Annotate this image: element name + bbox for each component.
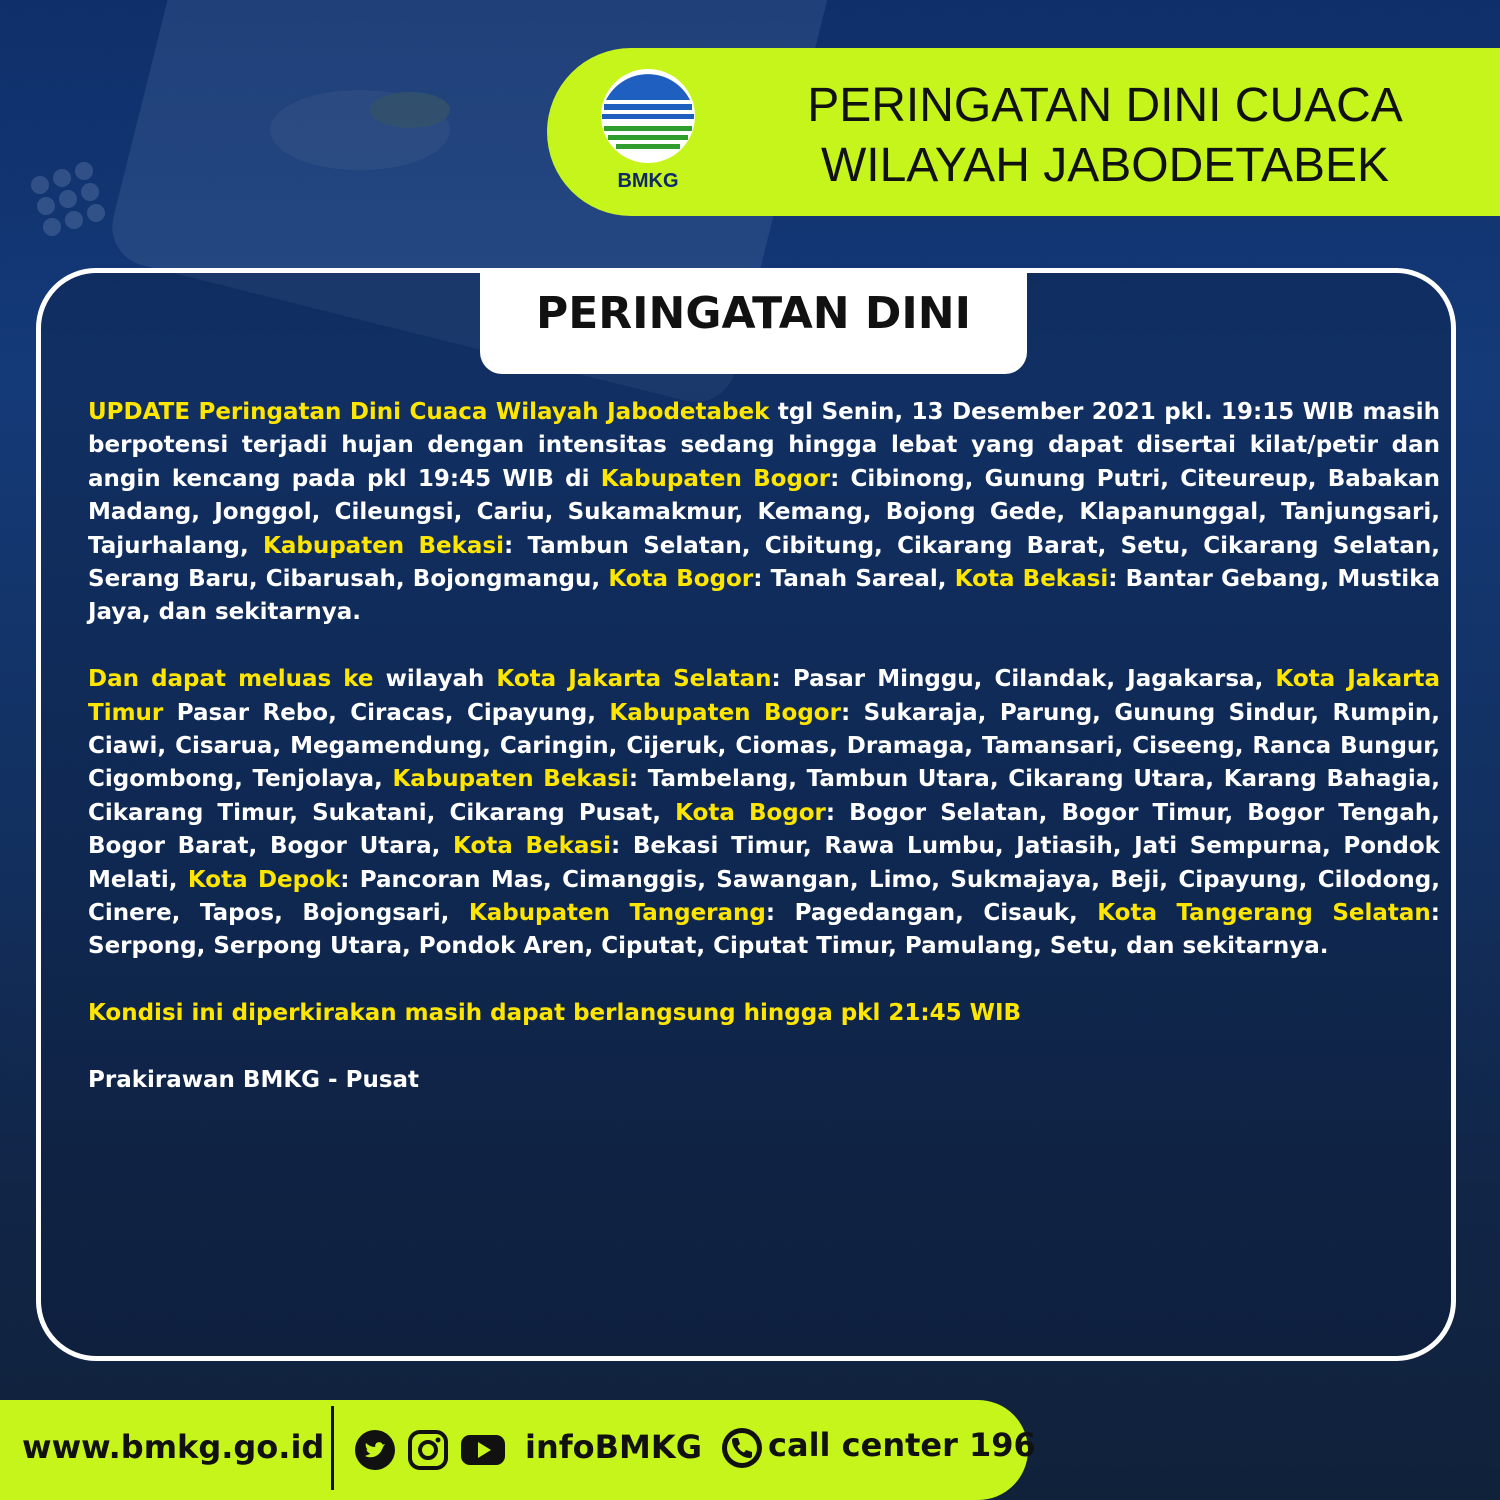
text-segment: tgl Senin, 13 Desember 2021 pkl. 19:15 WIB masih berpotensi terjadi hujan dengan intensitas sedang hingga lebat yang dapat disertai kilat/petir dan angin kencang pada pkl 19:45 WIB di bbox=[88, 399, 1440, 492]
title-line-2: WILAYAH JABODETABEK bbox=[820, 139, 1390, 192]
card-title: PERINGATAN DINI bbox=[535, 288, 971, 339]
social-handle[interactable]: infoBMKG bbox=[525, 1428, 702, 1466]
highlight-region: Kota Depok bbox=[187, 866, 341, 893]
text-segment: : Pancoran Mas, Cimanggis, Sawangan, Limo, Sukmajaya, Beji, Cipayung, Cilodong, Cinere, Tapos, Bojongsari, bbox=[88, 866, 1440, 927]
highlight-region: Kabupaten Bogor bbox=[609, 699, 841, 726]
highlight-region: Kota Bekasi bbox=[453, 833, 611, 860]
text-segment: Pasar Rebo, Ciracas, Cipayung, bbox=[163, 699, 610, 726]
highlight-region: Kota Jakarta Timur bbox=[88, 666, 1440, 726]
text-segment: : Bekasi Timur, Rawa Lumbu, Jatiasih, Jati Sempurna, Pondok Melati, bbox=[88, 833, 1440, 893]
highlight-region: Kabupaten Bogor bbox=[600, 465, 831, 492]
card-tab bbox=[480, 268, 1027, 374]
text-segment: : Cibinong, Gunung Putri, Citeureup, Babakan Madang, Jonggol, Cileungsi, Cariu, Sukamakmur, Kemang, Bojong Gede, Klapanunggal, Tanjungsari, Tajurhalang, bbox=[88, 465, 1440, 559]
text-segment: : Tambelang, Tambun Utara, Cikarang Utara, Karang Bahagia, Cikarang Timur, Sukatani, Cikarang Pusat, bbox=[88, 766, 1441, 826]
highlight-region: Kabupaten Tangerang bbox=[468, 900, 766, 927]
logo-text: BMKG bbox=[617, 170, 679, 192]
title-line-1: PERINGATAN DINI CUACA bbox=[807, 79, 1403, 132]
highlight-region: Kota Bogor bbox=[608, 566, 754, 593]
warning-content bbox=[88, 396, 1440, 1131]
text-segment: : Pasar Minggu, Cilandak, Jagakarsa, bbox=[771, 666, 1276, 693]
call-center[interactable]: call center 196 bbox=[768, 1426, 1036, 1464]
highlight-region: Kabupaten Bekasi bbox=[263, 532, 504, 559]
youtube-icon[interactable] bbox=[459, 1428, 503, 1472]
condition-note: Kondisi ini diperkirakan masih dapat berlangsung hingga pkl 21:45 WIB bbox=[88, 1000, 1022, 1027]
highlight-region: Kota Jakarta Selatan bbox=[496, 666, 772, 693]
phone-icon[interactable] bbox=[720, 1426, 764, 1470]
page-title bbox=[790, 76, 1420, 196]
highlight-region: Kabupaten Bekasi bbox=[392, 766, 629, 793]
text-segment: : Tanah Sareal, bbox=[753, 566, 955, 593]
text-segment: : Bantar Gebang, Mustika Jaya, dan sekitarnya. bbox=[88, 566, 1441, 626]
highlight-update: UPDATE Peringatan Dini Cuaca Wilayah Jabodetabek bbox=[88, 399, 770, 425]
warning-paragraph-2 bbox=[88, 663, 1440, 964]
warning-paragraph-1 bbox=[88, 396, 1440, 630]
text-segment: : Sukaraja, Parung, Gunung Sindur, Rumpin, Ciawi, Cisarua, Megamendung, Caringin, Cijeruk, Ciomas, Dramaga, Tamansari, Ciseeng, Ranca Bungur, Cigombong, Tenjolaya, bbox=[88, 699, 1440, 793]
text-segment: : Pagedangan, Cisauk, bbox=[765, 900, 1098, 927]
highlight-meluas: Dan dapat meluas ke bbox=[88, 666, 374, 693]
text-segment: : Bogor Selatan, Bogor Timur, Bogor Tengah, Bogor Barat, Bogor Utara, bbox=[88, 799, 1441, 860]
highlight-region: Kota Bekasi bbox=[954, 566, 1109, 593]
text-segment: : Tambun Selatan, Cibitung, Cikarang Barat, Setu, Cikarang Selatan, Serang Baru, Cibarusah, Bojongmangu, bbox=[88, 532, 1440, 593]
twitter-icon[interactable] bbox=[353, 1428, 397, 1472]
highlight-region: Kota Bogor bbox=[675, 799, 826, 826]
bmkg-logo bbox=[596, 66, 700, 196]
highlight-region: Kota Tangerang Selatan bbox=[1097, 900, 1431, 927]
footer-divider bbox=[331, 1406, 334, 1490]
website-link[interactable]: www.bmkg.go.id bbox=[22, 1428, 325, 1466]
text-segment: wilayah bbox=[373, 666, 497, 693]
signature: Prakirawan BMKG - Pusat bbox=[88, 1067, 420, 1094]
text-segment: : Serpong, Serpong Utara, Pondok Aren, Ciputat, Ciputat Timur, Pamulang, Setu, dan sekitarnya. bbox=[88, 900, 1440, 960]
instagram-icon[interactable] bbox=[406, 1428, 450, 1472]
